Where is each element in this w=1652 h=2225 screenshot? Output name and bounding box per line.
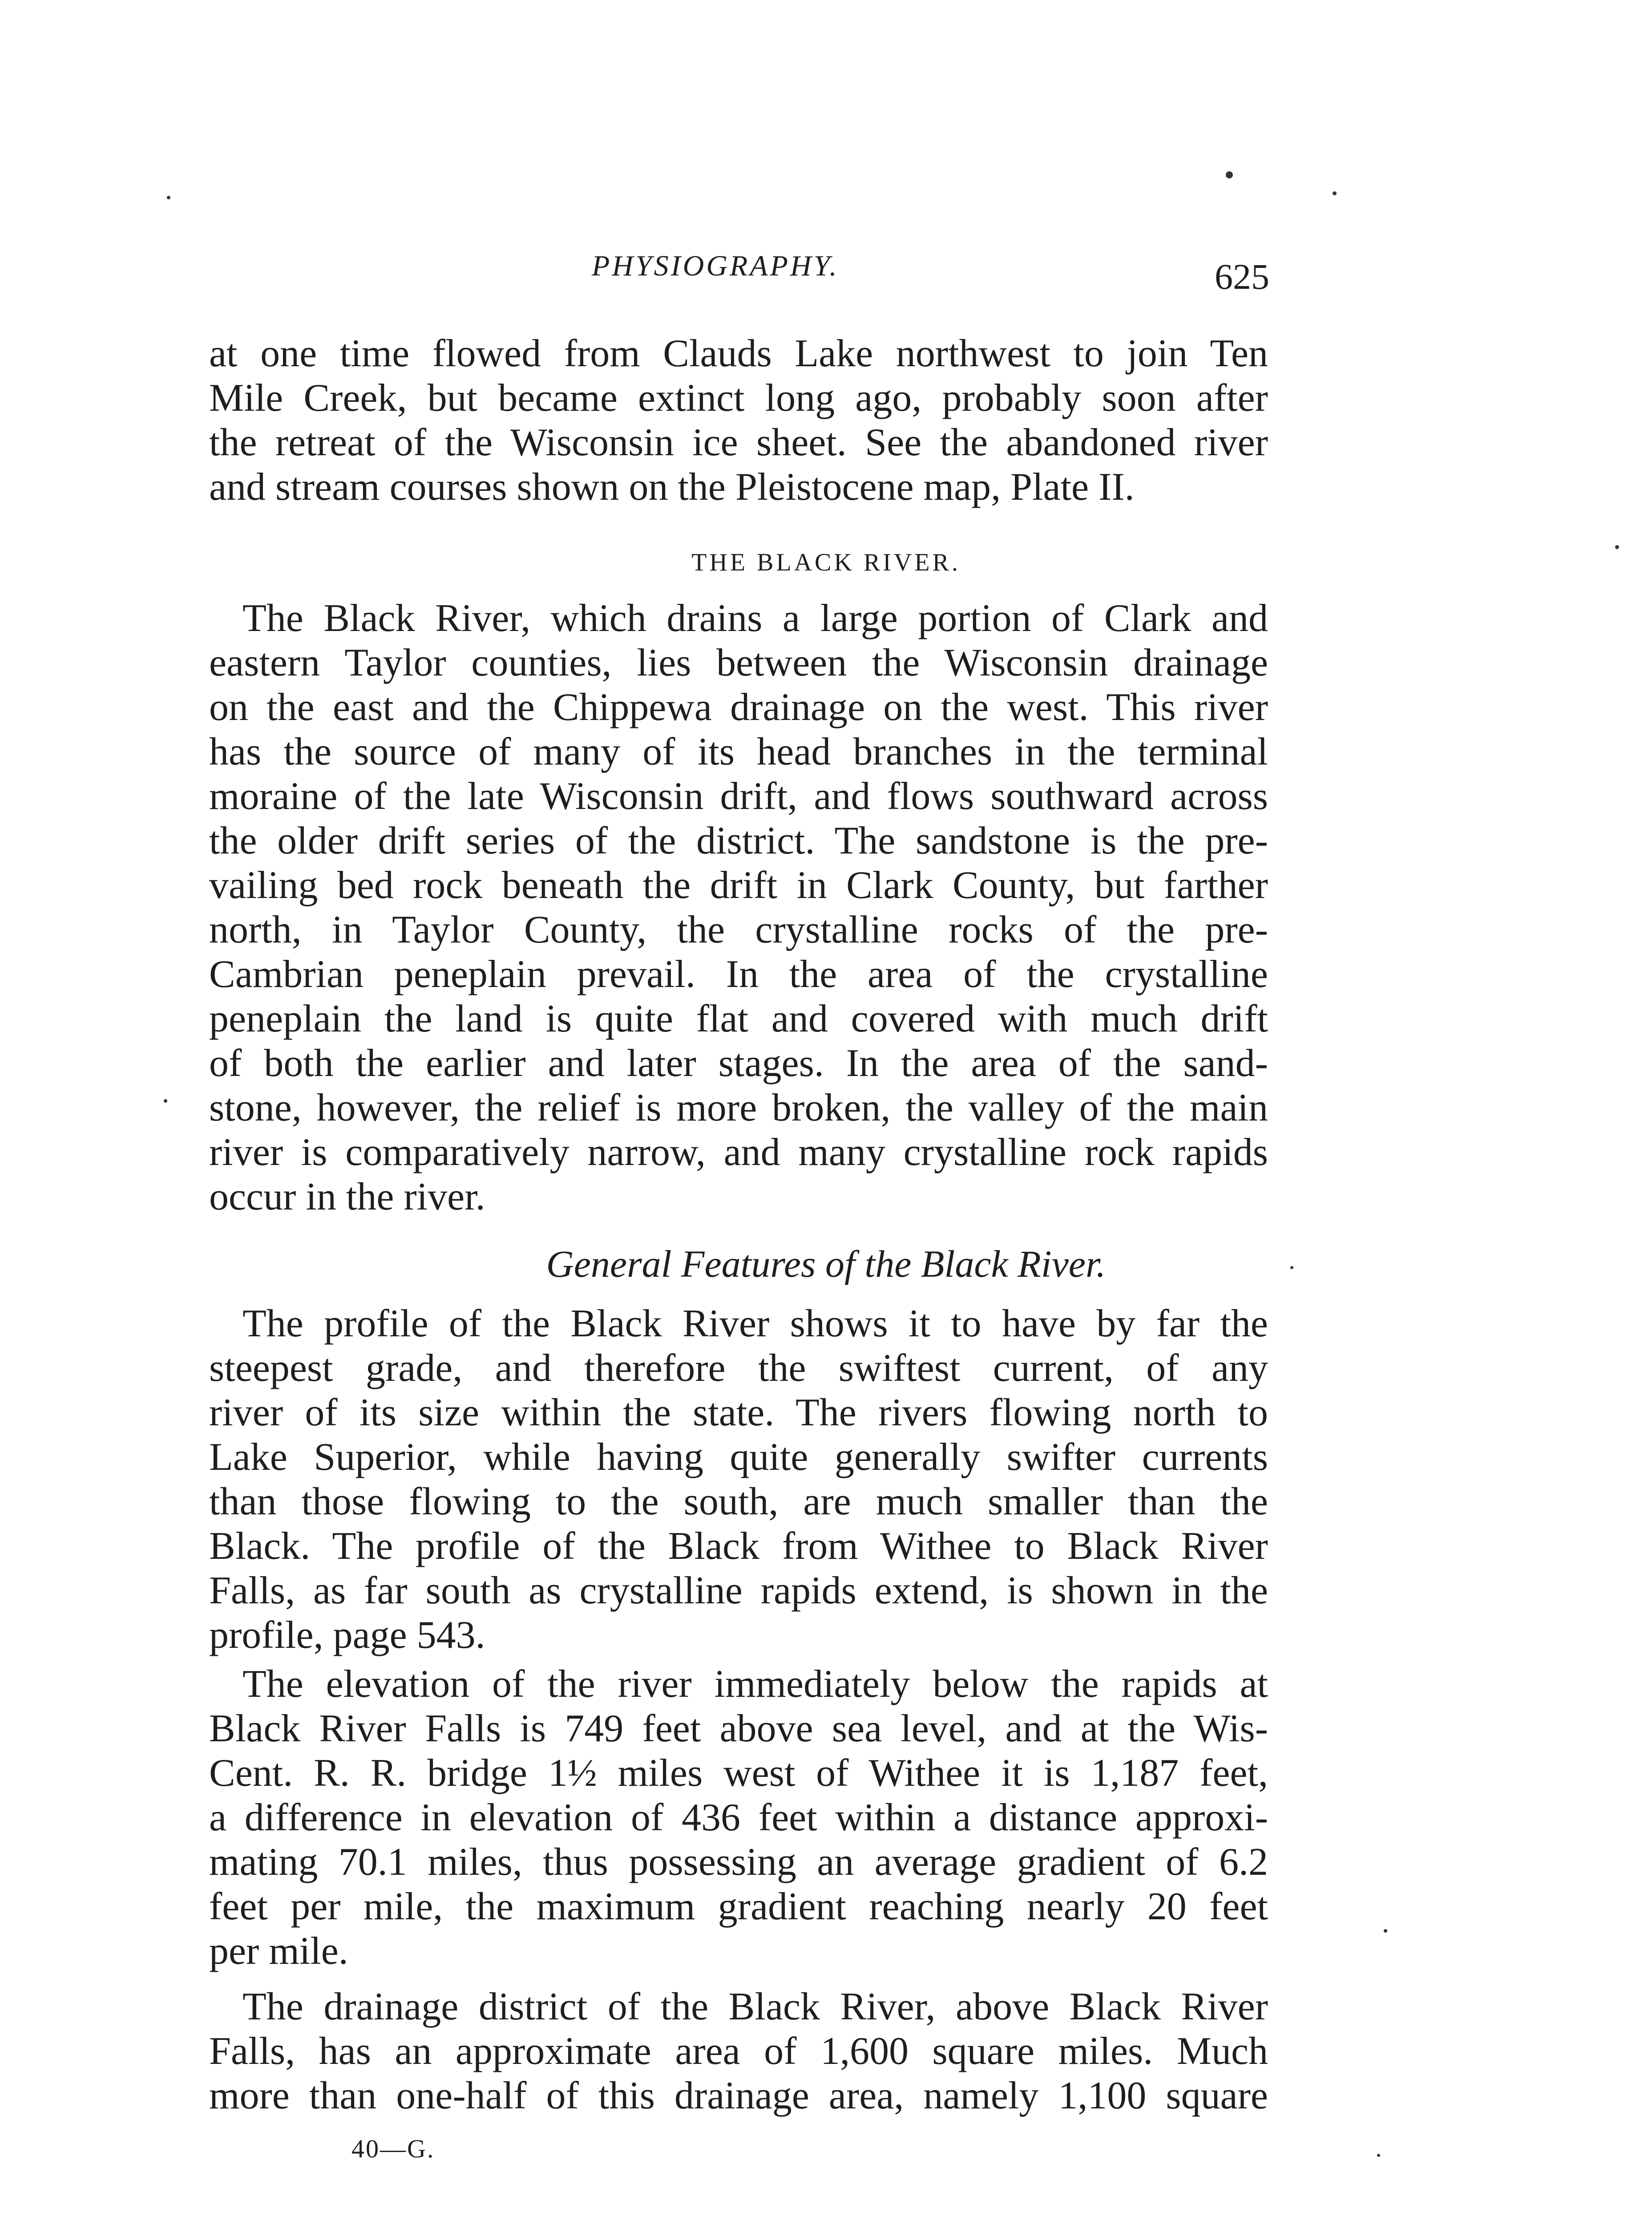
sub-heading: General Features of the Black River. [546,1242,1106,1285]
scan-speck [1377,2154,1380,2157]
running-title: PHYSIOGRAPHY. [592,250,839,282]
paragraph-4-line-5: mating 70.1 miles, thus possessing an average gradient of 6.2 [209,1841,1268,1884]
paragraph-5-line-1: The drainage district of the Black River, above Black River [242,1985,1268,2028]
page-number: 625 [1215,256,1269,297]
scan-speck [1615,545,1619,549]
paragraph-4-line-2: Black River Falls is 749 feet above sea level, and at the Wis- [209,1707,1268,1750]
paragraph-2-line-8: north, in Taylor County, the crystalline rocks of the pre- [209,908,1268,951]
paragraph-3-line-2: steepest grade, and therefore the swiftest current, of any [209,1347,1268,1390]
paragraph-4-line-4: a difference in elevation of 436 feet within a distance approxi- [209,1796,1268,1839]
scan-speck [1290,1266,1293,1269]
paragraph-4-line-1: The elevation of the river immediately below the rapids at [242,1663,1268,1706]
paragraph-2-line-11: of both the earlier and later stages. In the area of the sand- [209,1042,1268,1085]
paragraph-3-line-5: than those flowing to the south, are much smaller than the [209,1480,1268,1523]
paragraph-5-line-3: more than one-half of this drainage area, namely 1,100 square [209,2074,1268,2117]
signature-mark: 40—G. [351,2134,435,2163]
scan-speck [164,1099,167,1103]
paragraph-3-line-1: The profile of the Black River shows it to have by far the [242,1302,1268,1345]
scan-speck [1333,191,1337,195]
paragraph-1-line-1: at one time flowed from Clauds Lake northwest to join Ten [209,332,1268,375]
paragraph-2-line-3: on the east and the Chippewa drainage on the west. This river [209,686,1268,729]
section-heading: THE BLACK RIVER. [691,549,961,576]
paragraph-1-line-2: Mile Creek, but became extinct long ago, probably soon after [209,376,1268,420]
paragraph-2-line-9: Cambrian peneplain prevail. In the area of the crystalline [209,953,1268,996]
scan-speck [1384,1929,1387,1933]
scan-speck [1226,171,1233,178]
paragraph-2-line-2: eastern Taylor counties, lies between the Wisconsin drainage [209,641,1268,684]
paragraph-1-line-3: the retreat of the Wisconsin ice sheet. See the abandoned river [209,421,1268,464]
paragraph-3-line-7: Falls, as far south as crystalline rapids extend, is shown in the [209,1569,1268,1612]
paragraph-2-line-1: The Black River, which drains a large portion of Clark and [242,597,1268,640]
paragraph-3-line-3: river of its size within the state. The rivers flowing north to [209,1391,1268,1434]
paragraph-1-line-4: and stream courses shown on the Pleistocene map, Plate II. [209,465,1135,509]
paragraph-2-line-14: occur in the river. [209,1175,485,1218]
paragraph-3-line-8: profile, page 543. [209,1614,485,1657]
paragraph-4-line-7: per mile. [209,1930,348,1973]
paragraph-5-line-2: Falls, has an approximate area of 1,600 square miles. Much [209,2030,1268,2073]
scan-speck [167,196,170,199]
paragraph-2-line-5: moraine of the late Wisconsin drift, and flows southward across [209,775,1268,818]
paragraph-2-line-4: has the source of many of its head branches in the terminal [209,730,1268,773]
paragraph-3-line-4: Lake Superior, while having quite generally swifter currents [209,1436,1268,1479]
paragraph-4-line-3: Cent. R. R. bridge 1½ miles west of Withee it is 1,187 feet, [209,1752,1268,1795]
paragraph-2-line-13: river is comparatively narrow, and many crystalline rock rapids [209,1131,1268,1174]
paragraph-2-line-12: stone, however, the relief is more broken, the valley of the main [209,1086,1268,1129]
paragraph-2-line-10: peneplain the land is quite flat and covered with much drift [209,997,1268,1040]
paragraph-2-line-6: the older drift series of the district. The sandstone is the pre- [209,819,1268,862]
paragraph-2-line-7: vailing bed rock beneath the drift in Clark County, but farther [209,864,1268,907]
paragraph-3-line-6: Black. The profile of the Black from Withee to Black River [209,1525,1268,1568]
paragraph-4-line-6: feet per mile, the maximum gradient reaching nearly 20 feet [209,1885,1268,1928]
